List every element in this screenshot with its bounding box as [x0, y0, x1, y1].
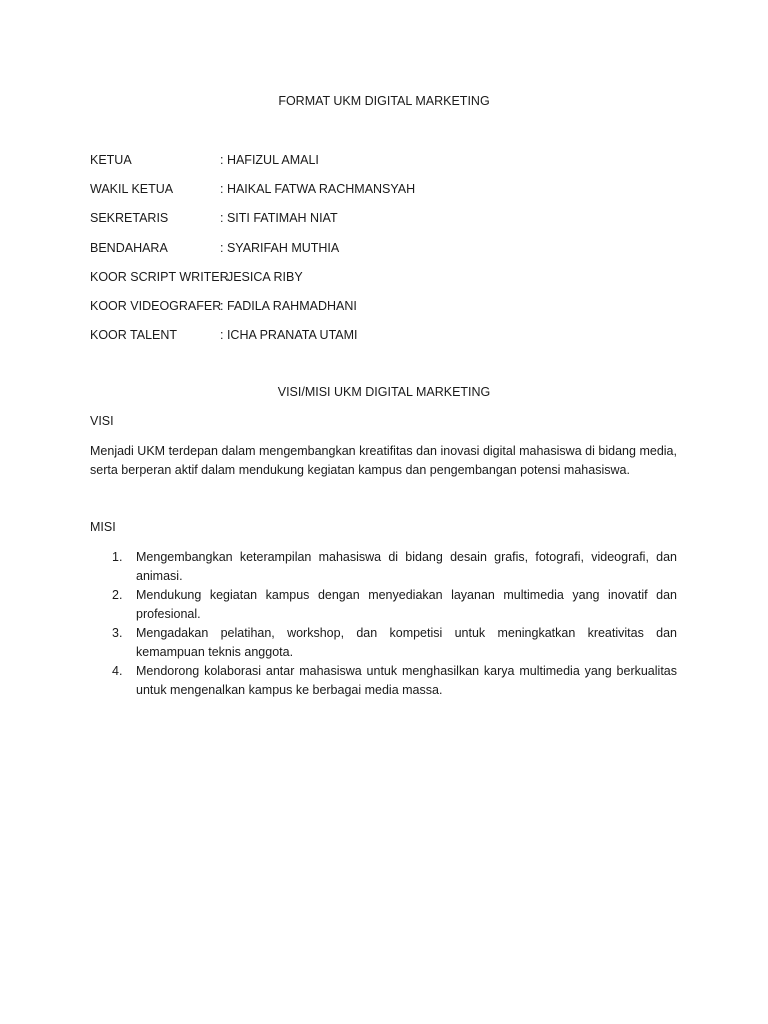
roster-name: : HAFIZUL AMALI — [220, 153, 319, 167]
misi-text: Mengembangkan keterampilan mahasiswa di bidang desain grafis, fotografi, videografi, dan animasi. — [136, 550, 677, 583]
misi-text: Mengadakan pelatihan, workshop, dan kompetisi untuk meningkatkan kreativitas dan kemampuan teknis anggota. — [136, 626, 677, 659]
officer-roster — [90, 152, 650, 356]
roster-role: BENDAHARA — [90, 240, 168, 255]
roster-row — [90, 181, 650, 210]
document-title: FORMAT UKM DIGITAL MARKETING — [278, 94, 490, 108]
misi-item — [90, 548, 677, 586]
section-title: VISI/MISI UKM DIGITAL MARKETING — [277, 385, 491, 399]
roster-row — [90, 269, 650, 298]
misi-number: 1. — [112, 550, 123, 564]
misi-text: Mendorong kolaborasi antar mahasiswa untuk menghasilkan karya multimedia yang berkualitas untuk mengenalkan kampus ke berbagai media massa. — [136, 664, 677, 697]
misi-number: 4. — [112, 664, 123, 678]
misi-number: 2. — [112, 588, 123, 602]
misi-text: Mendukung kegiatan kampus dengan menyediakan layanan multimedia yang inovatif dan profesional. — [136, 588, 677, 621]
roster-name: : JESICA RIBY — [220, 269, 303, 284]
roster-name: : ICHA PRANATA UTAMI — [220, 328, 358, 343]
roster-name: : SYARIFAH MUTHIA — [220, 240, 340, 255]
roster-role: SEKRETARIS — [90, 211, 169, 226]
roster-row — [90, 240, 650, 269]
visi-heading: VISI — [90, 414, 114, 428]
roster-row — [90, 152, 650, 181]
misi-list — [90, 548, 677, 700]
roster-role: KETUA — [90, 153, 132, 167]
misi-item — [90, 624, 677, 662]
roster-role: WAKIL KETUA — [90, 182, 174, 197]
roster-row — [90, 210, 650, 239]
misi-number: 3. — [112, 626, 123, 640]
roster-role: KOOR VIDEOGRAFER — [90, 298, 222, 313]
roster-name: : SITI FATIMAH NIAT — [220, 211, 338, 226]
roster-row — [90, 298, 650, 327]
roster-role: KOOR SCRIPT WRITER — [90, 269, 229, 284]
misi-heading: MISI — [90, 520, 116, 534]
misi-item — [90, 662, 677, 700]
visi-paragraph: Menjadi UKM terdepan dalam mengembangkan kreatifitas dan inovasi digital mahasiswa di bidang media, serta berperan aktif dalam mendukung kegiatan kampus dan pengembangan potensi mahasiswa. — [90, 444, 677, 477]
roster-name: : HAIKAL FATWA RACHMANSYAH — [220, 182, 416, 197]
roster-name: : FADILA RAHMADHANI — [220, 298, 357, 313]
roster-role: KOOR TALENT — [90, 328, 178, 343]
roster-row — [90, 327, 650, 356]
misi-item — [90, 586, 677, 624]
